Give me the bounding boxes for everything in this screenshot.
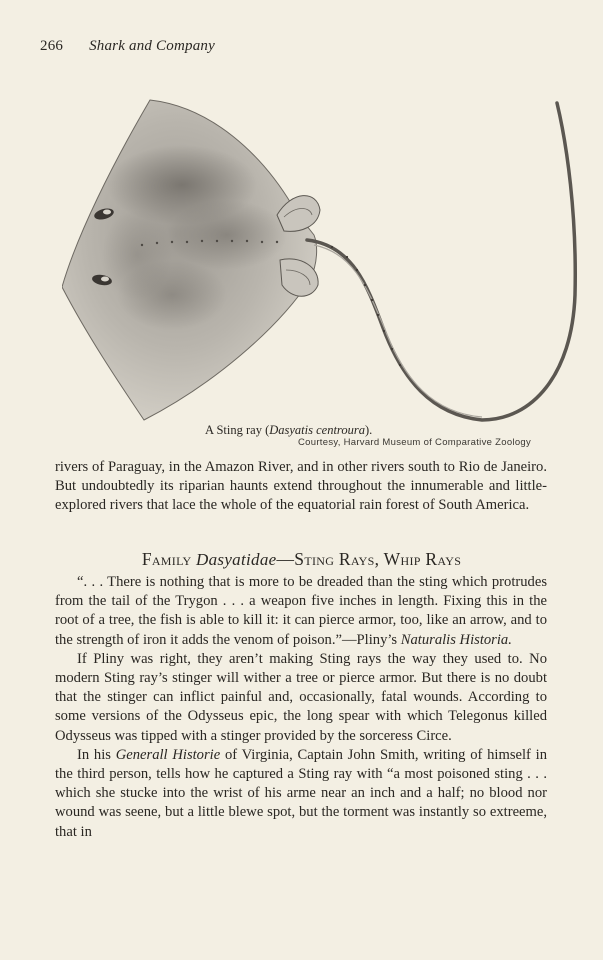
paragraph-4 bbox=[55, 746, 547, 842]
running-title: Shark and Company bbox=[89, 38, 215, 54]
paragraph-4-rest: of Virginia, Captain John Smith, writing of himself in the third person, tells how he captured a Sting ray with “a most poisoned sting . . . which she stucke into the wrist of his arme near an inch and a half; no blood nor wound was seene, but a little blewe spot, but the torment was instantly so extreeme, that in bbox=[55, 746, 548, 840]
running-header bbox=[40, 38, 215, 55]
heading-family: Family bbox=[141, 549, 192, 569]
page-number: 266 bbox=[40, 38, 64, 54]
figure-credit: Courtesy, Harvard Museum of Comparative Zoology bbox=[298, 437, 532, 448]
heading-latin: Dasyatidae bbox=[196, 550, 277, 569]
paragraph-2-italic: Naturalis Historia. bbox=[400, 631, 512, 648]
figure-caption bbox=[205, 423, 372, 438]
heading-rest: —Sting Rays, Whip Rays bbox=[276, 549, 462, 569]
paragraph-2-text: “. . . There is nothing that is more to be dreaded than the sting which protrudes from the tail of the Trygon . . . a weapon five inches in length. Fixing this in the root of a tree, the fish is able to kill it: it can pierce armor, too, like an arrow, and to the strength of iron it adds the venom of poison.”—Pliny’s bbox=[55, 574, 547, 648]
caption-prefix: A Sting ray ( bbox=[205, 423, 270, 437]
paragraph-1-text: rivers of Paraguay, in the Amazon River, and in other rivers south to Rio de Janeiro. But undoubtedly its riparian haunts extend throughout the innumerable and little-explored rivers that lace the whole of the equatorial rain forest of South America. bbox=[55, 459, 547, 514]
caption-species: Dasyatis centroura bbox=[269, 423, 365, 437]
section-heading bbox=[0, 549, 603, 570]
paragraph-4-start: In his bbox=[77, 746, 116, 763]
ray-tail bbox=[307, 103, 575, 420]
paragraph-3: If Pliny was right, they aren’t making Sting rays the way they used to. No modern Sting ray’s stinger will wither a tree or pierce armor. But there is no doubt that the stinger can inflict painful and, occasionally, fatal wounds. According to some versions of the Odysseus epic, the long spear with which Telegonus killed Odysseus was tipped with a stinger provided by the sorceress Circe. bbox=[55, 650, 547, 744]
paragraph-4-italic: Generall Historie bbox=[115, 746, 221, 763]
paragraph-2 bbox=[55, 573, 547, 650]
main-text bbox=[55, 573, 547, 842]
paragraph-1 bbox=[55, 458, 547, 516]
sting-ray-illustration bbox=[62, 95, 582, 430]
caption-suffix: ). bbox=[364, 423, 373, 437]
